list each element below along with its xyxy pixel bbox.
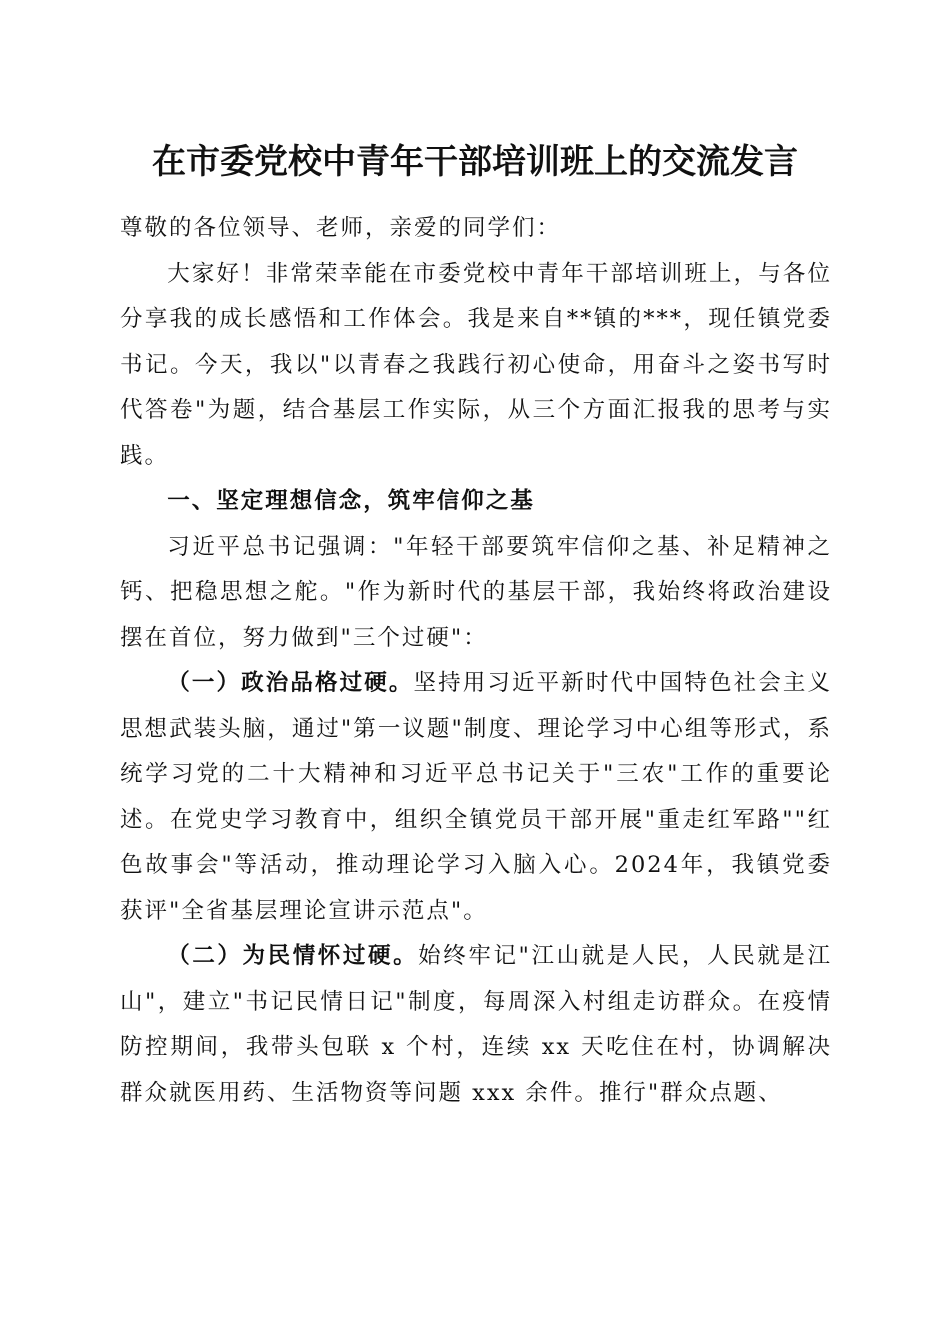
section-heading-1: 一、坚定理想信念，筑牢信仰之基	[167, 488, 535, 514]
intro-paragraph: 大家好！非常荣幸能在市委党校中青年干部培训班上，与各位分享我的成长感悟和工作体会。我是来自**镇的***，现任镇党委书记。今天，我以"以青春之我践行初心使命，用奋斗之姿书写时代答卷"为题，结合基层工作实际，从三个方面汇报我的思考与实践。	[120, 260, 832, 469]
sub-heading-political-quality: （一）政治品格过硬。	[167, 670, 414, 696]
political-quality-paragraph	[120, 661, 832, 934]
political-quality-text: 坚持用习近平新时代中国特色社会主义思想武装头脑，通过"第一议题"制度、理论学习中心组等形式，系统学习党的二十大精神和习近平总书记关于"三农"工作的重要论述。在党史学习教育中，组织全镇党员干部开展"重走红军路""红色故事会"等活动，推动理论学习入脑入心。2024年，我镇党委获评"全省基层理论宣讲示范点"。	[120, 670, 832, 924]
document-title: 在市委党校中青年干部培训班上的交流发言	[152, 142, 798, 182]
section-1-lead-paragraph: 习近平总书记强调："年轻干部要筑牢信仰之基、补足精神之钙、把稳思想之舵。"作为新时代的基层干部，我始终将政治建设摆在首位，努力做到"三个过硬"：	[120, 533, 832, 651]
document-body	[120, 206, 832, 1116]
sub-heading-people-oriented: （二）为民情怀过硬。	[167, 943, 419, 969]
people-oriented-paragraph	[120, 934, 832, 1116]
salutation: 尊敬的各位领导、老师，亲爱的同学们：	[120, 215, 562, 241]
people-oriented-text: 始终牢记"江山就是人民，人民就是江山"，建立"书记民情日记"制度，每周深入村组走访群众。在疫情防控期间，我带头包联 x 个村，连续 xx 天吃住在村，协调解决群众就医用药、生活物资等问题 xxx 余件。推行"群众点题、	[120, 943, 832, 1106]
